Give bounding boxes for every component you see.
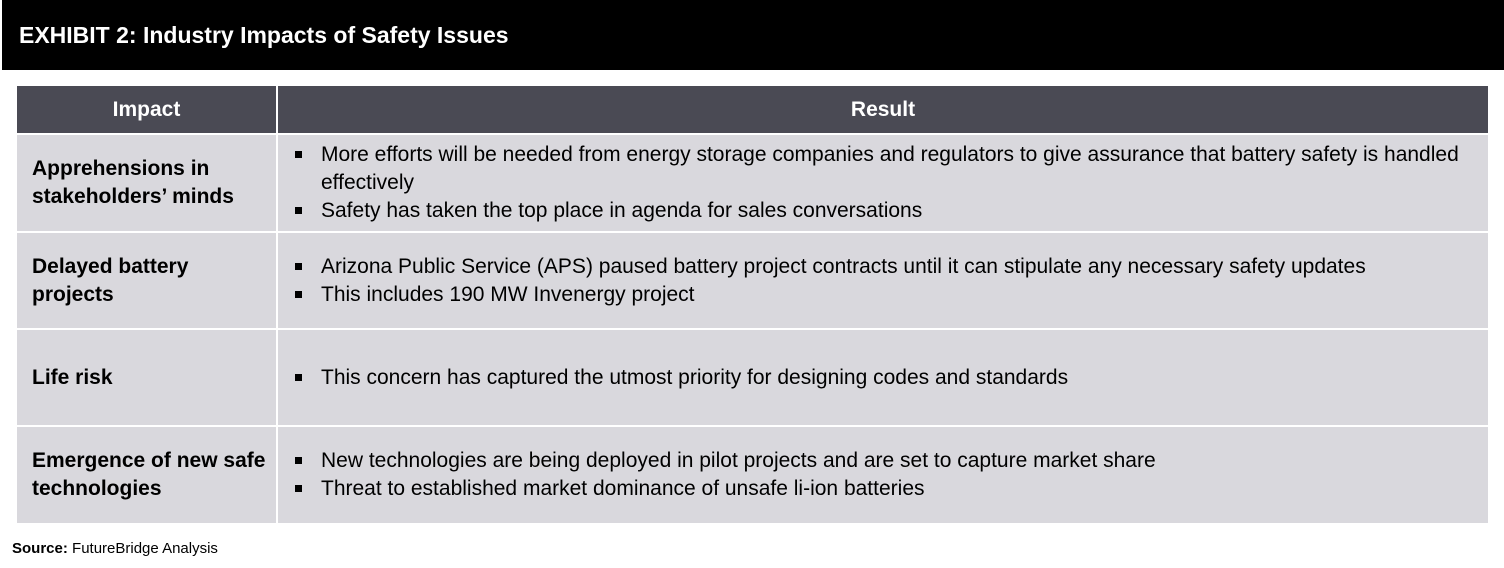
result-text: New technologies are being deployed in pilot projects and are set to capture market share xyxy=(321,449,1156,472)
list-item xyxy=(294,475,1478,503)
list-item xyxy=(294,141,1478,197)
result-text: More efforts will be needed from energy storage companies and regulators to give assurance that battery safety is handled effectively xyxy=(321,143,1459,194)
square-bullet-icon xyxy=(295,457,302,464)
table-row xyxy=(17,329,1488,426)
result-list xyxy=(294,447,1478,503)
impact-cell: Apprehensions in stakeholders’ minds xyxy=(17,134,277,232)
table-row xyxy=(17,232,1488,329)
result-text: This concern has captured the utmost priority for designing codes and standards xyxy=(321,365,1069,389)
table-row xyxy=(17,426,1488,523)
source-text: FutureBridge Analysis xyxy=(67,540,218,557)
table-row xyxy=(17,134,1488,232)
source-note xyxy=(12,540,218,558)
list-item xyxy=(294,447,1478,475)
result-list xyxy=(294,364,1478,392)
list-item xyxy=(294,281,1478,309)
result-text: Threat to established market dominance of unsafe li-ion batteries xyxy=(321,477,925,500)
square-bullet-icon xyxy=(295,291,302,298)
list-item xyxy=(294,197,1478,225)
result-text: This includes 190 MW Invenergy project xyxy=(321,282,695,306)
square-bullet-icon xyxy=(295,207,302,214)
table-header-row xyxy=(17,86,1488,134)
square-bullet-icon xyxy=(295,263,302,270)
impact-cell: Life risk xyxy=(17,329,277,426)
result-text: Arizona Public Service (APS) paused battery project contracts until it can stipulate any necessary safety updates xyxy=(321,254,1366,278)
result-cell xyxy=(277,329,1488,426)
exhibit-title: EXHIBIT 2: Industry Impacts of Safety Issues xyxy=(19,22,509,48)
impacts-table xyxy=(17,86,1488,523)
column-header-impact: Impact xyxy=(17,86,277,134)
result-cell xyxy=(277,232,1488,329)
square-bullet-icon xyxy=(295,485,302,492)
column-header-result: Result xyxy=(277,86,1488,134)
impact-cell: Emergence of new safe technologies xyxy=(17,426,277,523)
result-list xyxy=(294,141,1478,225)
square-bullet-icon xyxy=(295,374,302,381)
result-text: Safety has taken the top place in agenda for sales conversations xyxy=(321,199,923,222)
list-item xyxy=(294,364,1478,392)
result-cell xyxy=(277,134,1488,232)
exhibit-title-bar xyxy=(2,0,1504,70)
square-bullet-icon xyxy=(295,151,302,158)
result-cell xyxy=(277,426,1488,523)
list-item xyxy=(294,253,1478,281)
source-label: Source: xyxy=(12,540,68,557)
impact-cell: Delayed battery projects xyxy=(17,232,277,329)
result-list xyxy=(294,253,1478,309)
